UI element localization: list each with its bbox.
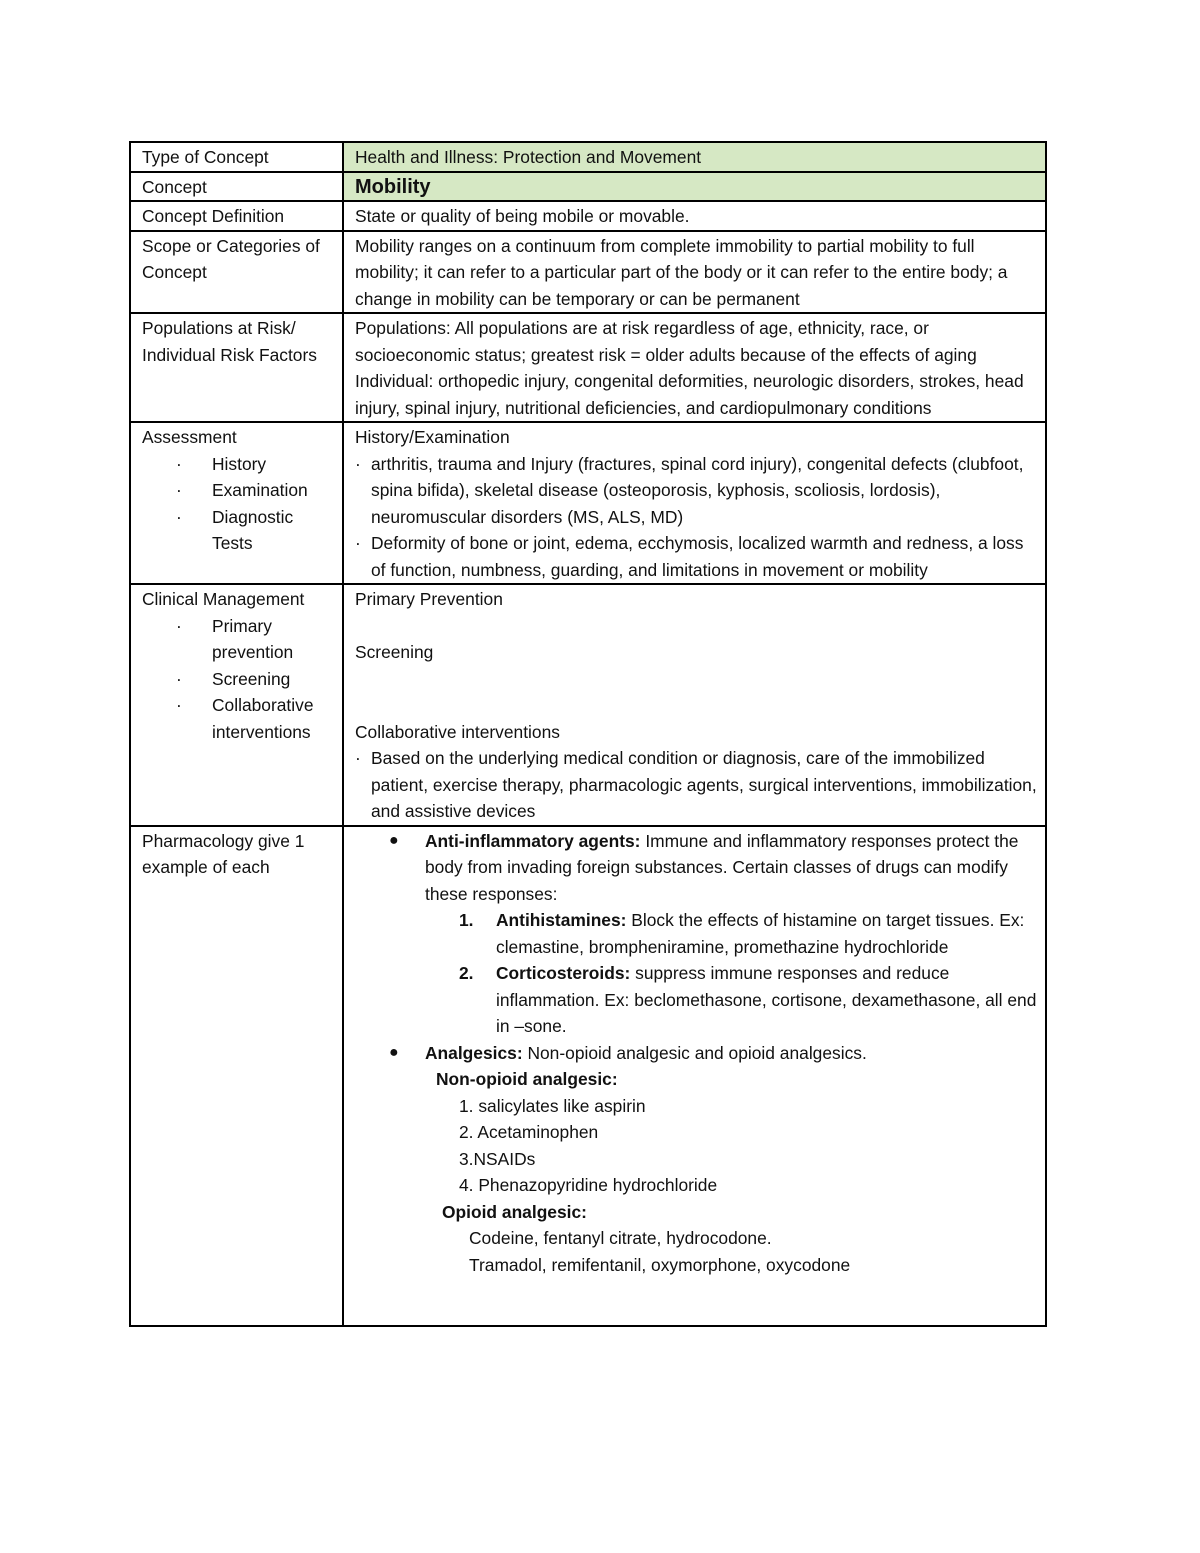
concept-map-page [129,141,1047,1327]
row-concept [130,172,1046,202]
row-clinical [130,584,1046,826]
screening-heading: Screening [355,642,434,662]
spacer [355,692,1039,719]
collaborative-heading: Collaborative interventions [355,721,560,742]
label-concept: Concept [130,172,343,202]
value-clinical [343,584,1046,826]
bullet-icon: · [355,533,361,553]
assessment-label: Assessment [142,427,237,447]
non-opioid-heading: Non-opioid analgesic: [436,1069,618,1089]
assessment-items [355,451,1039,584]
label-assessment [130,422,343,584]
value-definition: State or quality of being mobile or movable. [343,201,1046,231]
label-pharmacology: Pharmacology give 1 example of each [130,826,343,1326]
bullet-icon: ● [389,1043,399,1061]
label-clinical [130,584,343,826]
bullet-icon: · [355,748,361,768]
value-type-of-concept: Health and Illness: Protection and Movement [343,142,1046,172]
value-scope: Mobility ranges on a continuum from complete immobility to partial mobility to full mobility; it can refer to a particular part of the body or it can refer to the entire body; a change in mobility can be temporary or can be permanent [343,231,1046,314]
value-concept: Mobility [343,172,1046,202]
value-assessment [343,422,1046,584]
spacer [355,666,1039,693]
row-definition [130,201,1046,231]
list-item: 2. Acetaminophen [459,1122,599,1142]
row-risk [130,313,1046,422]
concept-table [129,141,1047,1327]
row-assessment [130,422,1046,584]
list-item: Tramadol, remifentanil, oxymorphone, oxycodone [469,1254,851,1275]
analgesics-item: ● Analgesics: Non-opioid analgesic and opioid analgesics. [355,1040,1039,1067]
bullet-icon: ● [389,831,399,849]
risk-individual: Individual: orthopedic injury, congenital deformities, neurologic disorders, strokes, head injury, spinal injury, nutritional deficiencies, and cardiopulmonary conditions [355,371,1024,418]
list-item: · Collaborative interventions [142,692,336,745]
bullet-icon: · [176,506,182,527]
row-scope [130,231,1046,314]
list-item: · Screening [142,666,336,693]
assessment-sub-list [142,451,336,557]
value-risk [343,313,1046,422]
label-definition: Concept Definition [130,201,343,231]
label-type-of-concept: Type of Concept [130,142,343,172]
clinical-label: Clinical Management [142,589,305,609]
list-item: 4. Phenazopyridine hydrochloride [459,1175,718,1195]
label-scope: Scope or Categories of Concept [130,231,343,314]
risk-populations: Populations: All populations are at risk regardless of age, ethnicity, race, or socioeconomic status; greatest risk = older adults because of the effects of aging [355,318,977,365]
primary-prevention-heading: Primary Prevention [355,589,503,609]
list-item: · Deformity of bone or joint, edema, ecchymosis, localized warmth and redness, a loss of function, numbness, guarding, and limitations in movement or mobility [355,530,1039,583]
bullet-icon: · [176,453,182,474]
anti-inflammatory-item: ● Anti-inflammatory agents: Immune and inflammatory responses protect the body from invading foreign substances. Certain classes of drugs can modify these responses: [355,828,1039,908]
bullet-icon: · [176,668,182,689]
bullet-icon: · [176,615,182,636]
label-risk: Populations at Risk/ Individual Risk Factors [130,313,343,422]
list-item: Codeine, fentanyl citrate, hydrocodone. [469,1228,772,1248]
value-pharmacology [343,826,1046,1326]
bullet-icon: · [355,453,361,474]
list-item: · Based on the underlying medical condition or diagnosis, care of the immobilized patient, exercise therapy, pharmacologic agents, surgical interventions, immobilization, and assistive devices [355,745,1039,825]
assessment-heading: History/Examination [355,427,510,447]
list-item: · History [142,451,336,478]
row-pharmacology [130,826,1046,1326]
row-type-of-concept [130,142,1046,172]
list-item: · Examination [142,477,336,504]
spacer [355,613,1039,640]
list-item: · arthritis, trauma and Injury (fractures, spinal cord injury), congenital defects (clubfoot, spina bifida), skeletal disease (osteoporosis, kyphosis, scoliosis, lordosis), neuromuscular disorders (MS, ALS, MD) [355,451,1039,531]
clinical-sub-list [142,613,336,746]
list-item: · Diagnostic Tests [142,504,336,557]
list-item: 3.NSAIDs [459,1148,536,1169]
bullet-icon: · [176,480,182,500]
list-item: 1. salicylates like aspirin [459,1095,646,1116]
list-item: · Primary prevention [142,613,336,666]
antihistamines-item: 1. Antihistamines: Block the effects of histamine on target tissues. Ex: clemastine, brompheniramine, promethazine hydrochloride [459,910,1025,957]
collaborative-items [355,745,1039,825]
bullet-icon: · [176,695,182,715]
corticosteroids-item: 2. Corticosteroids: suppress immune responses and reduce inflammation. Ex: beclomethasone, cortisone, dexamethasone, all end in –sone. [459,963,1037,1036]
opioid-heading: Opioid analgesic: [442,1201,587,1222]
